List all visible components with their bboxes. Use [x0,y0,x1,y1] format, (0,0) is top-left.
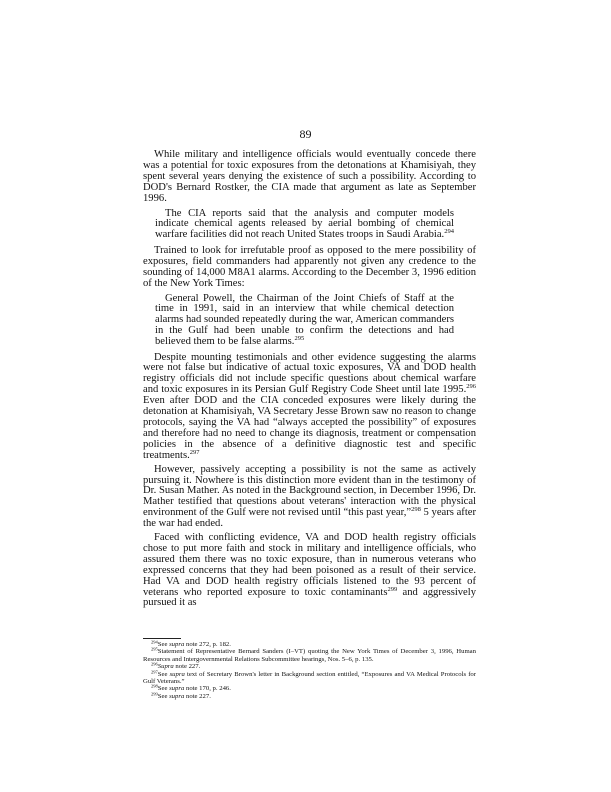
paragraph-text: 5 years after the war had ended. [143,507,476,530]
footnote: $^{297}$See supra text of Secretary Brown's letter in Background section entitled, “Exposures and VA Medical Protocols for Gulf Veterans.” [143,669,476,686]
footnote-ref: 294 [444,228,454,236]
footnote-ref: 298 [411,506,421,514]
paragraph-text: Faced with conflicting evidence, VA and DOD health registry officials chose to put more faith and stock in military and intelligence officials, who assured them there was no toxic exposure, than in numerous veterans who expressed concerns that they had been poisoned as a result of their service. Had VA and DOD health registry officials listened to the 93 percent of veterans who reported exposure to toxic contaminants [143,532,476,598]
footnote-ref: 296 [466,383,476,391]
paragraph-text: and aggressively pursued it as [143,586,477,609]
quote-text: The CIA reports said that the analysis and computer models indicate chemical agents released by aerial bombing of chemical warfare facilities did not reach United States troops in Saudi Arabia. [155,207,454,241]
paragraph [143,353,476,462]
footnotes [143,641,476,700]
paragraph-text: Despite mounting testimonials and other evidence suggesting the alarms were not false but indicative of actual toxic exposures, VA and DOD health registry officials did not include specific questions about chemical warfare and toxic exposures in its Persian Gulf Registry Code Sheet until late 1995. [143,351,476,396]
footnote: $^{299}$See supra note 227. [151,691,211,700]
footnote: $^{294}$See supra note 272, p. 182. [151,639,231,648]
footnote: $^{295}$Statement of Representative Bernard Sanders (I–VT) quoting the New York Times of December 3, 1996, Human Resources and Intergovernmental Relations Subcommittee hearings, Nos. 5–6, p. 135. [143,646,476,663]
block-quote [155,209,454,241]
footnote-divider [143,638,181,639]
footnote: $^{298}$See supra note 170, p. 246. [151,683,231,693]
block-quote [155,294,454,348]
paragraph-text: Trained to look for irrefutable proof as opposed to the mere possibility of exposures, field commanders had apparently not given any credence to the sounding of 14,000 M8A1 alarms. According to the December 3, 1996 edition of the New York Times: [143,244,476,289]
footnote-ref: 299 [387,585,398,593]
footnote-ref: 295 [294,334,305,342]
paragraph [143,246,476,290]
paragraph-text: Even after DOD and the CIA conceded exposures were likely during the detonation at Khamisiyah, VA Secretary Jesse Brown saw no reason to change protocols, saying the VA had “always accepted the possibility” of exposures and therefore had no need to change its diagnosis, treatment or compensation policies in the absence of a definitive diagnostic test and specific treatments. [143,395,476,461]
footnote-ref: 297 [189,448,200,456]
page-number: 89 [299,127,312,141]
paragraph [143,150,476,205]
paragraph-text: However, passively accepting a possibility is not the same as actively pursuing it. Nowhere is this distinction more evident than in the testimony of Dr. Susan Mather. As noted in the Background section, in December 1996, Dr. Mather testified that questions about veterans' interaction with the physical environment of the Gulf were not revised until “this past year,” [143,463,476,519]
body-text [143,150,476,612]
paragraph-text: While military and intelligence officials would eventually concede there was a potential for toxic exposures from the detonations at Khamisiyah, they spent several years denying the existence of such a possibility. According to DOD's Bernard Rostker, the CIA made that argument as late as September 1996. [143,149,476,204]
quote-text: General Powell, the Chairman of the Joint Chiefs of Staff at the time in 1991, said in an interview that while chemical detection alarms had sounded repeatedly during the war, American commanders in the Gulf had been unable to confirm the detections and had believed them to be false alarms. [155,292,454,347]
footnote: $^{296}$Supra note 227. [151,661,201,671]
paragraph [143,533,476,609]
paragraph [143,465,476,530]
